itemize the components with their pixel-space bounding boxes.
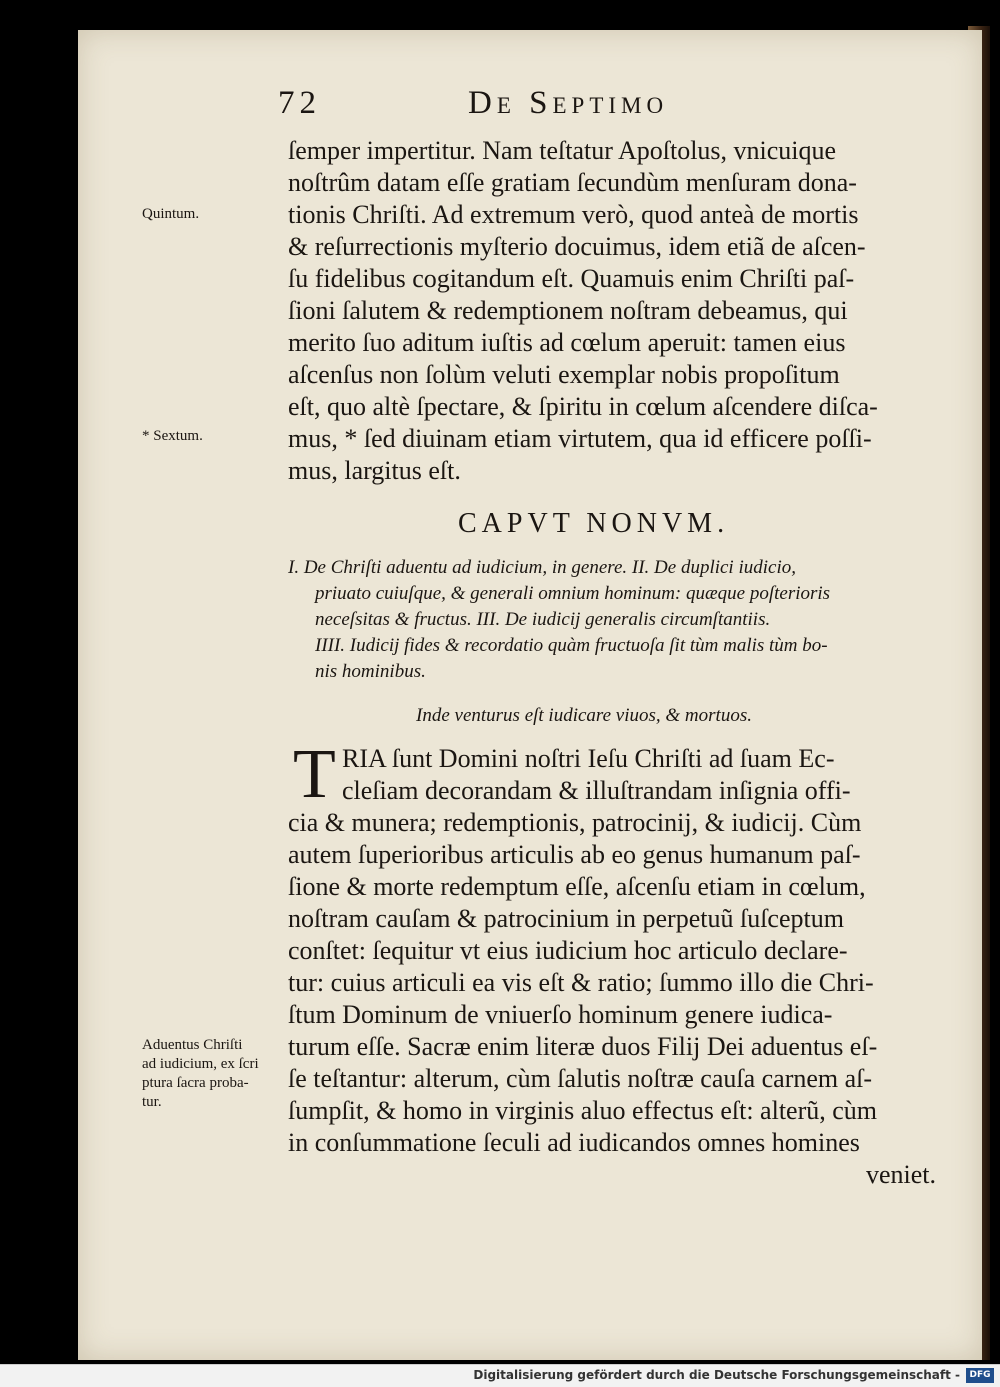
text-line: mus, largitus eſt. <box>288 456 461 485</box>
summary-line: priuato cuiuſque, & generali omnium hominum: quæque poſterioris <box>315 583 831 604</box>
text-line: autem ſuperioribus articulis ab eo genus humanum paſ- <box>288 840 861 869</box>
text-line: ſioni ſalutem & redemptionem noſtram debeamus, qui <box>288 296 848 325</box>
digitization-footer <box>0 1364 1000 1387</box>
text-line: tur: cuius articuli ea vis eſt & ratio; ſummo illo die Chri- <box>288 968 874 997</box>
dfg-logo: DFG <box>966 1368 994 1383</box>
text-line: mus, * ſed diuinam etiam virtutem, qua id efficere poſſi- <box>288 424 872 453</box>
running-title: De Septimo <box>468 85 669 121</box>
page-number: 72 <box>278 85 321 121</box>
text-line: ſu fidelibus cogitandum eſt. Quamuis enim Chriſti paſ- <box>288 264 855 293</box>
text-line: RIA ſunt Domini noſtri Ieſu Chriſti ad ſuam Ec- <box>342 744 835 773</box>
text-line: cleſiam decorandam & illuſtrandam inſignia offi- <box>342 776 851 805</box>
text-line: eſt, quo altè ſpectare, & ſpiritu in cœlum aſcendere diſca- <box>288 392 878 421</box>
drop-cap: T <box>293 736 336 813</box>
text-line: ſtum Dominum de vniuerſo hominum genere iudica- <box>288 1000 833 1029</box>
text-line: ſemper impertitur. Nam teſtatur Apoſtolus, vnicuique <box>288 136 837 165</box>
margin-note-quintum: Quintum. <box>142 206 200 222</box>
chapter-heading: CAPVT NONVM. <box>458 508 730 539</box>
text-line: in conſummatione ſeculi ad iudicandos omnes homines <box>288 1128 860 1157</box>
text-line: veniet. <box>866 1160 937 1189</box>
margin-note-sextum: * Sextum. <box>142 428 203 444</box>
text-line: noſtrûm datam eſſe gratiam ſecundùm menſuram dona- <box>288 168 857 197</box>
text-line: cia & munera; redemptionis, patrocinij, & iudicij. Cùm <box>288 808 862 837</box>
funding-credit: Digitalisierung gefördert durch die Deutsche Forschungsgemeinschaft - <box>473 1368 960 1382</box>
summary-line: I. De Chriſti aduentu ad iudicium, in genere. II. De duplici iudicio, <box>288 557 796 578</box>
margin-note-line: tur. <box>142 1094 162 1110</box>
margin-note-line: Aduentus Chriſti <box>142 1037 243 1053</box>
text-line: & reſurrectionis myſterio docuimus, idem etiã de aſcen- <box>288 232 866 261</box>
text-line: ſione & morte redemptum eſſe, aſcenſu etiam in cœlum, <box>288 872 866 901</box>
text-line: merito ſuo aditum iuſtis ad cœlum aperuit: tamen eius <box>288 328 846 357</box>
summary-line: nis hominibus. <box>315 661 426 682</box>
text-line: aſcenſus non ſolùm veluti exemplar nobis propoſitum <box>288 360 840 389</box>
margin-note-line: ad iudicium, ex ſcri <box>142 1056 259 1072</box>
text-line: tionis Chriſti. Ad extremum verò, quod anteà de mortis <box>288 200 859 229</box>
text-line: noſtram cauſam & patrocinium in perpetuũ ſuſceptum <box>288 904 844 933</box>
summary-line: IIII. Iudicij fides & recordatio quàm fructuoſa ſit tùm malis tùm bo- <box>315 635 828 656</box>
margin-note-aduentus <box>142 1036 259 1112</box>
margin-note-line: ptura ſacra proba- <box>142 1075 249 1091</box>
creed-article: Inde venturus eſt iudicare viuos, & mortuos. <box>416 705 752 726</box>
text-line: ſe teſtantur: alterum, cùm ſalutis noſtræ cauſa carnem aſ- <box>288 1064 873 1093</box>
text-line: turum eſſe. Sacræ enim literæ duos Filij Dei aduentus eſ- <box>288 1032 878 1061</box>
text-line: conſtet: ſequitur vt eius iudicium hoc articulo declare- <box>288 936 848 965</box>
text-line: ſumpſit, & homo in virginis aluo effectus eſt: alterũ, cùm <box>288 1096 877 1125</box>
summary-line: neceſsitas & fructus. III. De iudicij generalis circumſtantiis. <box>315 609 771 630</box>
